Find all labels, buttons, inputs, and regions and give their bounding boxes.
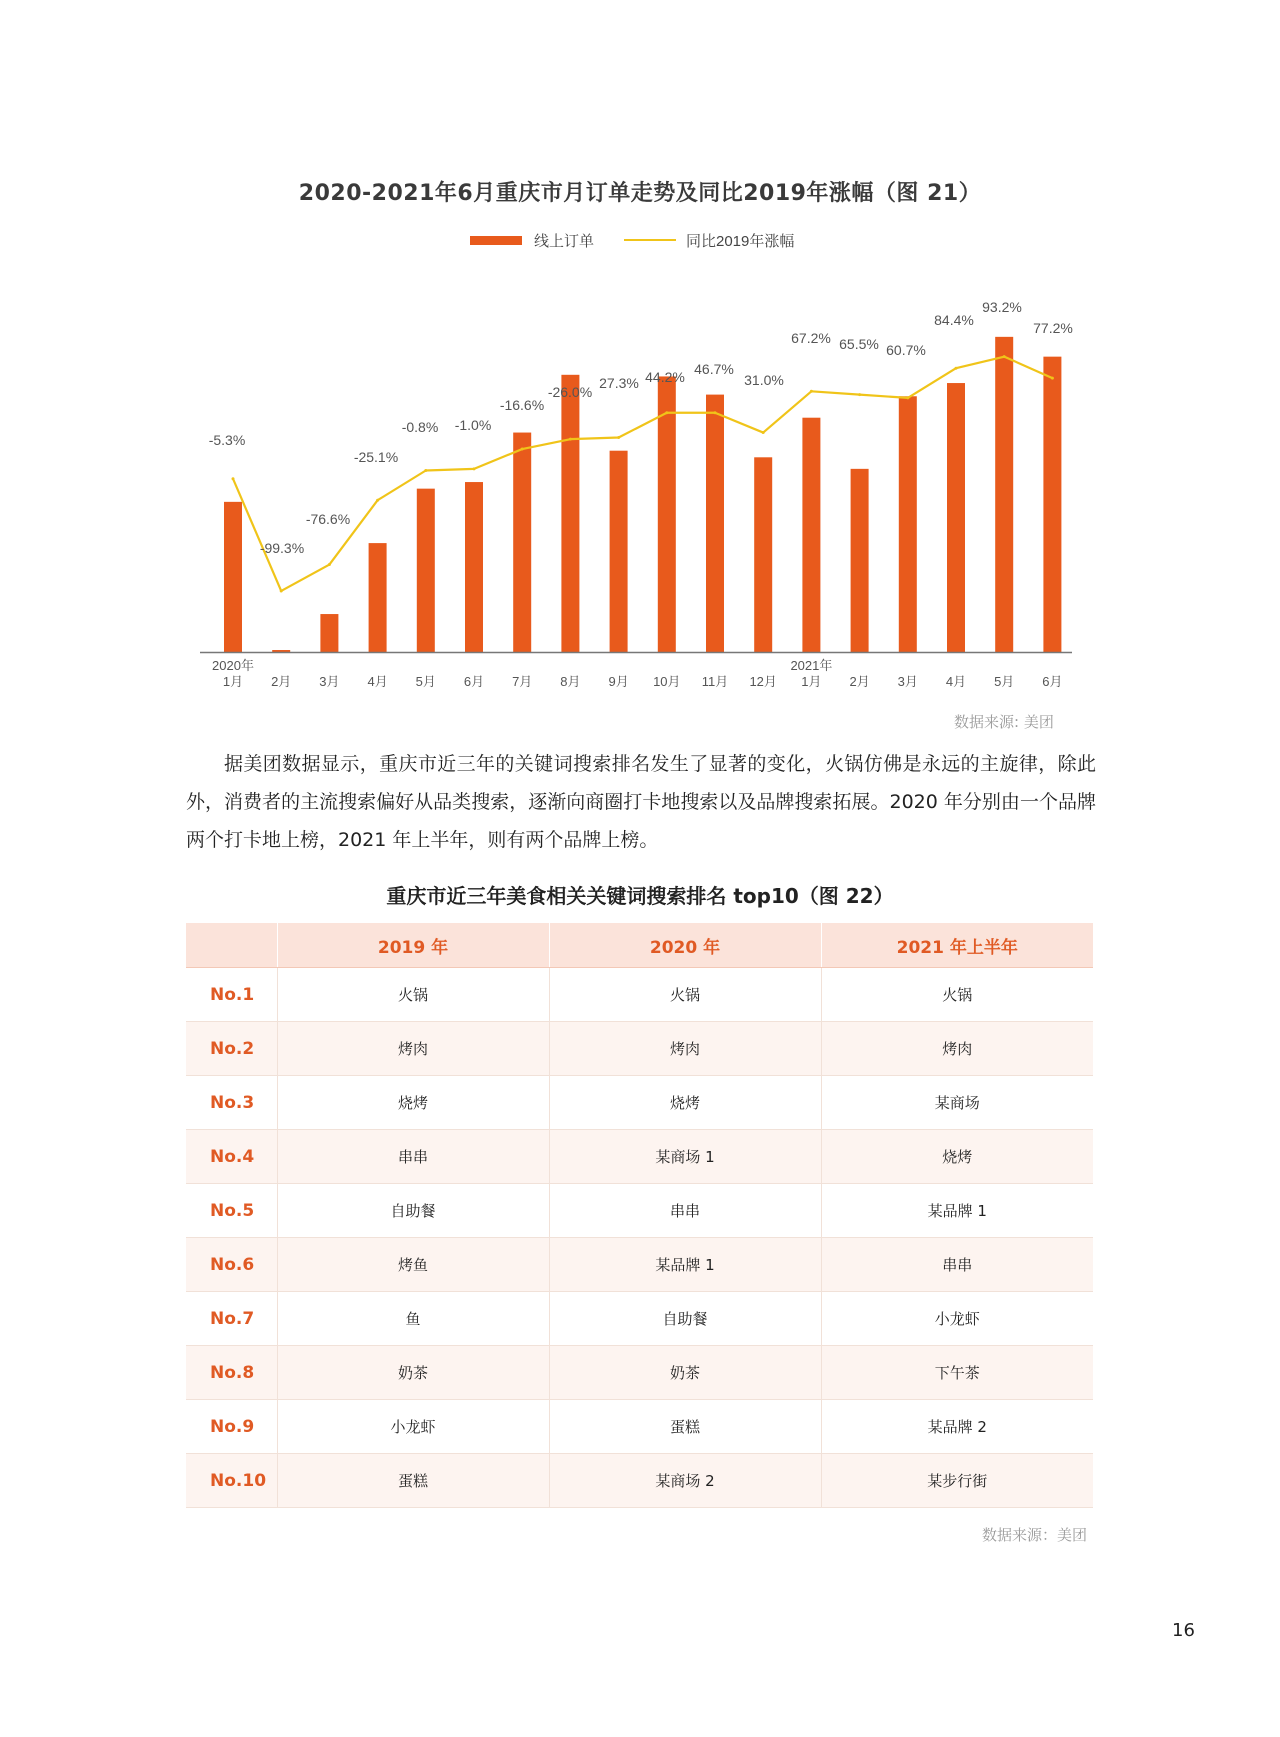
line-point: [906, 396, 909, 399]
cell-2021: 串串: [821, 1238, 1093, 1292]
x-tick-label: 1月: [801, 674, 822, 689]
table-row: [186, 1400, 1093, 1454]
bar: [513, 433, 531, 652]
keyword-ranking-table: [186, 923, 1093, 1508]
x-tick-label: 10月: [653, 674, 681, 689]
page-number: 16: [1172, 1620, 1195, 1641]
cell-2020: 自助餐: [549, 1292, 821, 1346]
cell-2021: 某步行街: [821, 1454, 1093, 1508]
cell-2020: 串串: [549, 1184, 821, 1238]
x-tick-label: 8月: [560, 674, 581, 689]
table-header-row: [186, 923, 1093, 968]
table-row: [186, 1022, 1093, 1076]
x-tick-label: 3月: [897, 674, 918, 689]
cell-2020: 某商场 1: [549, 1130, 821, 1184]
legend-line-label: 同比2019年涨幅: [686, 233, 795, 250]
data-label: -26.0%: [547, 384, 593, 400]
bar: [947, 383, 965, 652]
bar: [465, 482, 483, 652]
x-tick-label: 3月: [319, 674, 340, 689]
data-label: -5.3%: [208, 432, 246, 448]
bar: [802, 418, 820, 652]
x-tick-label: 4月: [945, 674, 967, 689]
x-tick-label: 6月: [1042, 674, 1063, 689]
data-label: 67.2%: [791, 330, 831, 346]
cell-2020: 某品牌 1: [549, 1238, 821, 1292]
rank-cell: No.9: [186, 1400, 277, 1454]
bar: [561, 375, 579, 652]
legend-bar-swatch: [470, 236, 522, 245]
line-point: [617, 436, 620, 439]
cell-2019: 蛋糕: [277, 1454, 549, 1508]
line-point: [328, 563, 331, 566]
rank-cell: No.6: [186, 1238, 277, 1292]
bar: [995, 337, 1013, 652]
header-2021-h1: 2021 年上半年: [821, 923, 1093, 968]
cell-2020: 某商场 2: [549, 1454, 821, 1508]
rank-cell: No.8: [186, 1346, 277, 1400]
cell-2019: 小龙虾: [277, 1400, 549, 1454]
x-tick-year-label: 2021年: [790, 658, 833, 673]
chart-source: 数据来源: 美团: [954, 713, 1054, 731]
table-row: [186, 1130, 1093, 1184]
cell-2019: 烤肉: [277, 1022, 549, 1076]
data-label: 44.2%: [645, 369, 685, 385]
x-tick-label: 2月: [271, 674, 292, 689]
line-point: [424, 469, 427, 472]
cell-2020: 火锅: [549, 968, 821, 1022]
cell-2019: 烧烤: [277, 1076, 549, 1130]
line-point: [376, 499, 379, 502]
line-point: [858, 393, 861, 396]
line-point: [1003, 355, 1006, 358]
bar: [224, 502, 242, 652]
body-paragraph: 据美团数据显示，重庆市近三年的关键词搜索排名发生了显著的变化，火锅仿佛是永远的主旋律，除此外，消费者的主流搜索偏好从品类搜索，逐渐向商圈打卡地搜索以及品牌搜索拓展。2020 年分别由一个品牌两个打卡地上榜，2021 年上半年，则有两个品牌上榜。: [186, 753, 1096, 851]
cell-2021: 火锅: [821, 968, 1093, 1022]
x-tick-label: 9月: [608, 674, 629, 689]
x-tick-label: 11月: [701, 674, 729, 689]
data-label: -16.6%: [499, 397, 545, 413]
bar: [369, 543, 387, 652]
table-row: [186, 1184, 1093, 1238]
rank-cell: No.4: [186, 1130, 277, 1184]
data-label: -0.8%: [401, 419, 439, 435]
table-row: [186, 1292, 1093, 1346]
bar: [658, 376, 676, 652]
line-point: [762, 431, 765, 434]
cell-2020: 蛋糕: [549, 1400, 821, 1454]
x-tick-label: 5月: [415, 674, 436, 689]
cell-2019: 火锅: [277, 968, 549, 1022]
data-label: 60.7%: [886, 342, 926, 358]
data-label: 27.3%: [599, 375, 639, 391]
rank-cell: No.1: [186, 968, 277, 1022]
data-label: -25.1%: [353, 449, 399, 465]
table-row: [186, 1454, 1093, 1508]
data-label: 84.4%: [934, 312, 974, 328]
data-label: 65.5%: [839, 336, 879, 352]
cell-2020: 奶茶: [549, 1346, 821, 1400]
x-tick-label: 5月: [994, 674, 1015, 689]
x-tick-label: 7月: [512, 674, 533, 689]
rank-cell: No.7: [186, 1292, 277, 1346]
cell-2020: 烧烤: [549, 1076, 821, 1130]
table-row: [186, 1346, 1093, 1400]
data-label: 77.2%: [1033, 320, 1073, 336]
cell-2021: 下午茶: [821, 1346, 1093, 1400]
x-tick-label: 2月: [849, 674, 870, 689]
data-label: 93.2%: [982, 299, 1022, 315]
table-title: 重庆市近三年美食相关关键词搜索排名 top10（图 22）: [386, 884, 894, 908]
line-point: [1051, 377, 1054, 380]
cell-2021: 某商场: [821, 1076, 1093, 1130]
data-label: -1.0%: [454, 417, 492, 433]
rank-cell: No.2: [186, 1022, 277, 1076]
line-point: [473, 467, 476, 470]
line-point: [955, 367, 958, 370]
x-tick-year-label: 2020年: [212, 658, 254, 673]
header-2019: 2019 年: [277, 923, 549, 968]
cell-2021: 烧烤: [821, 1130, 1093, 1184]
table-row: [186, 1238, 1093, 1292]
bar: [610, 451, 628, 652]
bar: [1043, 357, 1061, 652]
bar: [899, 396, 917, 652]
line-point: [810, 390, 813, 393]
cell-2021: 某品牌 2: [821, 1400, 1093, 1454]
cell-2019: 自助餐: [277, 1184, 549, 1238]
cell-2021: 某品牌 1: [821, 1184, 1093, 1238]
line-point: [665, 411, 668, 414]
rank-cell: No.10: [186, 1454, 277, 1508]
bar: [417, 489, 435, 652]
data-label: -76.6%: [305, 511, 351, 527]
rank-cell: No.5: [186, 1184, 277, 1238]
cell-2019: 奶茶: [277, 1346, 549, 1400]
line-point: [521, 448, 524, 451]
header-rank: [186, 923, 277, 968]
line-point: [569, 438, 572, 441]
bar: [851, 469, 869, 652]
cell-2019: 鱼: [277, 1292, 549, 1346]
line-point: [280, 589, 283, 592]
table-row: [186, 1076, 1093, 1130]
data-label: 31.0%: [744, 372, 784, 388]
cell-2021: 烤肉: [821, 1022, 1093, 1076]
cell-2019: 串串: [277, 1130, 549, 1184]
line-point: [232, 477, 235, 480]
x-tick-label: 1月: [222, 674, 244, 689]
cell-2019: 烤鱼: [277, 1238, 549, 1292]
bar: [754, 457, 772, 652]
order-trend-chart: [0, 0, 1280, 720]
data-label: -99.3%: [259, 540, 305, 556]
bar: [272, 650, 290, 652]
chart-title: 2020-2021年6月重庆市月订单走势及同比2019年涨幅（图 21）: [298, 181, 982, 206]
data-label: 46.7%: [694, 361, 734, 377]
table-row: [186, 968, 1093, 1022]
x-tick-label: 12月: [749, 674, 777, 689]
x-tick-label: 6月: [463, 674, 485, 689]
legend-bar-label: 线上订单: [534, 233, 595, 250]
bar: [320, 614, 338, 652]
table-source: 数据来源：美团: [982, 1526, 1088, 1544]
rank-cell: No.3: [186, 1076, 277, 1130]
x-tick-label: 4月: [367, 674, 388, 689]
header-2020: 2020 年: [549, 923, 821, 968]
growth-line: [233, 357, 1052, 591]
cell-2020: 烤肉: [549, 1022, 821, 1076]
bar: [706, 395, 724, 652]
line-point: [714, 411, 717, 414]
cell-2021: 小龙虾: [821, 1292, 1093, 1346]
